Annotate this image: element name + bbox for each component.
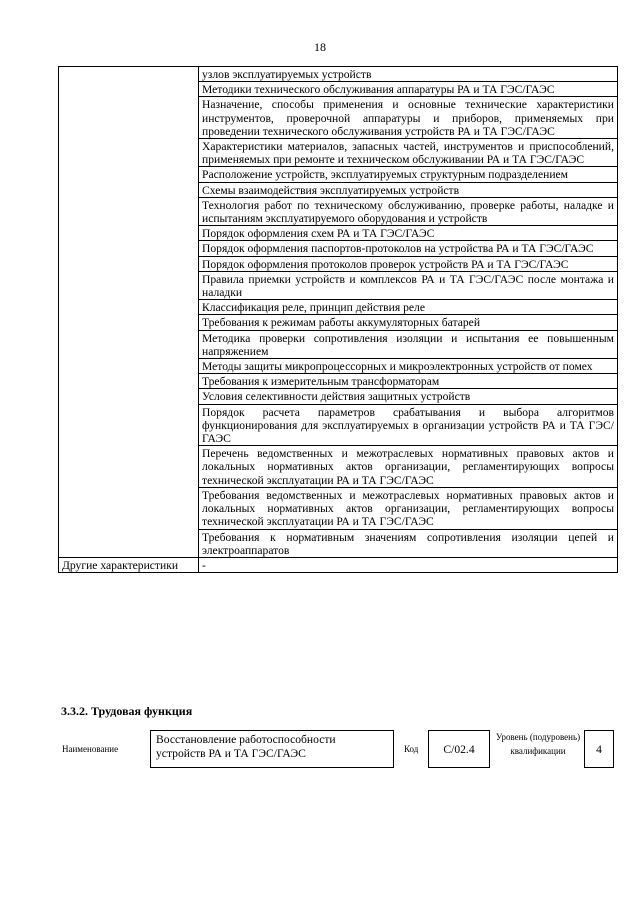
knowledge-item: Расположение устройств, эксплуатируемых структурным подразделением [199,167,618,182]
knowledge-item: Методика проверки сопротивления изоляции и испытания ее повышенным напряжением [199,330,618,358]
qualification-level-label: Уровень (подуровень) квалификации [495,732,581,756]
function-code-value: С/02.4 [428,730,490,768]
other-characteristics-label: Другие характеристики [59,557,199,572]
knowledge-item: Требования к режимам работы аккумуляторных батарей [199,315,618,330]
other-characteristics-row [59,557,618,572]
knowledge-item: Требования к нормативным значениям сопротивления изоляции цепей и электроаппаратов [199,529,618,557]
knowledge-item: Условия селективности действия защитных устройств [199,389,618,404]
knowledge-item: Схемы взаимодействия эксплуатируемых устройств [199,182,618,197]
knowledge-item: Перечень ведомственных и межотраслевых нормативных правовых актов и локальных нормативных актов организации, регламентирующих вопросы технической эксплуатации РА и ТА ГЭС/ГАЭС [199,446,618,488]
knowledge-item: Методики технического обслуживания аппаратуры РА и ТА ГЭС/ГАЭС [199,82,618,97]
knowledge-item: Требования ведомственных и межотраслевых нормативных правовых актов и локальных нормативных актов организации, регламентирующих вопросы технической эксплуатации РА и ТА ГЭС/ГАЭС [199,487,618,529]
knowledge-item: Порядок оформления протоколов проверок устройств РА и ТА ГЭС/ГАЭС [199,256,618,271]
knowledge-item: Порядок оформления паспортов-протоколов на устройства РА и ТА ГЭС/ГАЭС [199,241,618,256]
knowledge-label-cell [59,67,199,558]
knowledge-row [59,67,618,82]
knowledge-item: Методы защиты микропроцессорных и микроэлектронных устройств от помех [199,359,618,374]
knowledge-item: Порядок оформления схем РА и ТА ГЭС/ГАЭС [199,226,618,241]
function-name-label: Наименование [62,744,119,754]
knowledge-item: Порядок расчета параметров срабатывания и выбора алгоритмов функционирования для эксплуатируемых в организации устройств РА и ТА ГЭС/ГАЭС [199,404,618,446]
knowledge-item: узлов эксплуатируемых устройств [199,67,618,82]
knowledge-item: Требования к измерительным трансформаторам [199,374,618,389]
knowledge-table [58,66,618,573]
knowledge-item: Классификация реле, принцип действия реле [199,300,618,315]
section-heading: 3.3.2. Трудовая функция [61,704,193,718]
knowledge-item: Характеристики материалов, запасных частей, инструментов и приспособлений, применяемых при ремонте и техническом обслуживании РА и ТА ГЭС/ГАЭС [199,139,618,167]
page-number: 18 [314,40,326,54]
other-characteristics-value: - [199,557,618,572]
knowledge-item: Технология работ по техническому обслуживанию, проверке работы, наладке и испытаниям эксплуатируемого оборудования и устройств [199,197,618,225]
knowledge-table-body [59,67,618,558]
function-code-label: Код [404,744,419,754]
knowledge-item: Правила приемки устройств и комплексов РА и ТА ГЭС/ГАЭС после монтажа и наладки [199,271,618,299]
function-name-value: Восстановление работоспособности устройств РА и ТА ГЭС/ГАЭС [150,730,394,768]
knowledge-item: Назначение, способы применения и основные технические характеристики инструментов, проверочной аппаратуры и приборов, применяемых при проведении технического обслуживания устройств РА и ТА ГЭС/ГАЭС [199,97,618,139]
qualification-level-value: 4 [584,730,614,768]
